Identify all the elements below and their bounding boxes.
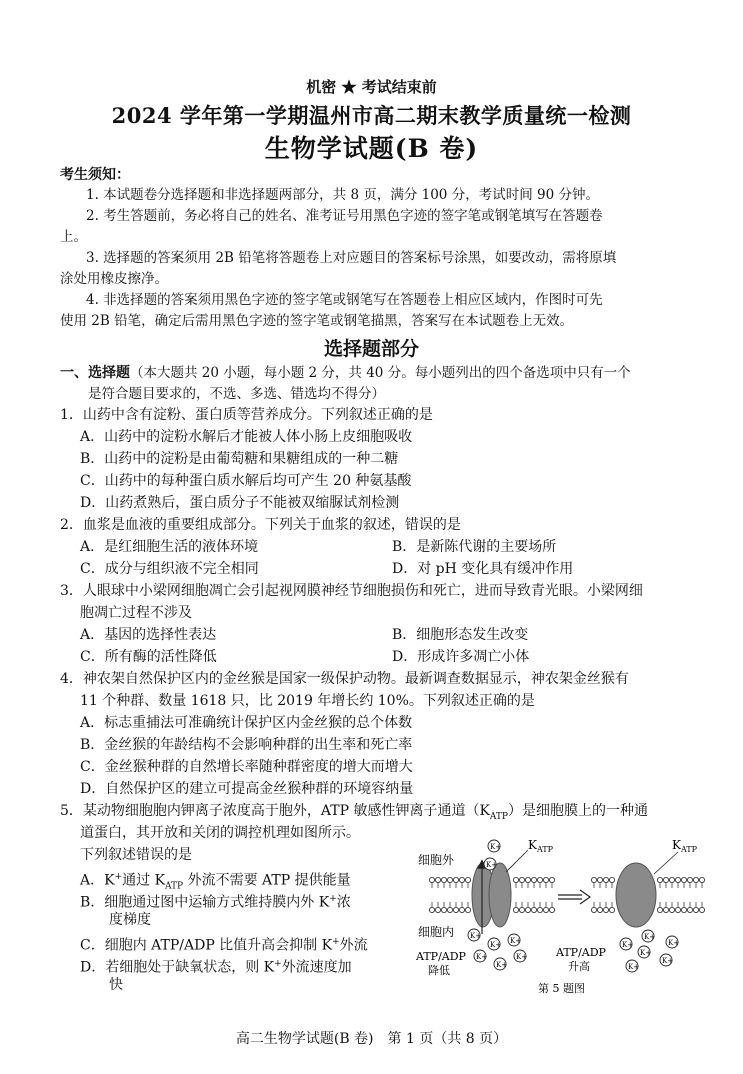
q3-option-a: A．基因的选择性表达 — [80, 627, 217, 643]
part-desc-1: （本大题共 20 小题，每小题 2 分，共 40 分。每小题列出的四个备选项中只有一个 — [130, 365, 631, 381]
k-ion-label: K+ — [470, 932, 482, 940]
q2-option-b: B．是新陈代谢的主要场所 — [392, 539, 557, 555]
q5-option-b — [80, 890, 351, 912]
lipid-head — [549, 877, 554, 882]
lipid-head — [429, 907, 434, 912]
katp-channel-closed — [616, 863, 656, 927]
q5-option-c — [80, 933, 368, 955]
k-ion-label: K+ — [668, 939, 680, 947]
q4-option-c: C．金丝猴种群的自然增长率随种群密度的增大而增大 — [80, 759, 413, 775]
section-title: 选择题部分 — [323, 338, 419, 360]
lipid-head — [681, 877, 686, 882]
notice-item-1: 1. 本试题卷分选择题和非选择题两部分，共 8 页，满分 100 分，考试时间 90 分钟。 — [86, 187, 599, 203]
lipid-head — [681, 907, 686, 912]
lipid-head — [465, 877, 470, 882]
lipid-head — [657, 907, 662, 912]
q5-c-sup: + — [332, 937, 340, 947]
q5-stem-1 — [60, 802, 648, 826]
k-ion-label: K+ — [490, 941, 502, 949]
k-ion-label: K+ — [476, 953, 488, 961]
q5-b-part: B．细胞通过图中运输方式维持膜内外 K — [80, 894, 330, 911]
lipid-head — [531, 877, 536, 882]
q5-option-d — [80, 955, 352, 977]
lipid-head — [609, 907, 614, 912]
q5-c-part: C．细胞内 ATP/ADP 比值升高会抑制 K — [80, 937, 333, 954]
q2-option-a: A．是红细胞生活的液体环境 — [80, 539, 259, 555]
label-inside: 细胞内 — [418, 925, 455, 939]
lipid-head — [549, 907, 554, 912]
lipid-head — [591, 877, 596, 882]
katp-channel-open — [472, 863, 511, 934]
lipid-head — [453, 877, 458, 882]
q5-a-part: 通过 K — [122, 872, 166, 889]
q5-a-part: 外流不需要 ATP 提供能量 — [183, 872, 351, 889]
lipid-head — [603, 877, 608, 882]
lipid-head — [543, 907, 548, 912]
q5-option-d-cont: 快 — [109, 977, 123, 993]
lipid-head — [687, 877, 692, 882]
lipid-head — [675, 907, 680, 912]
lipid-head — [537, 907, 542, 912]
q4-stem-2: 11 个种群、数量 1618 只，比 2019 年增长约 10%。下列叙述正确的是 — [80, 693, 535, 709]
lipid-head — [687, 907, 692, 912]
lipid-head — [441, 907, 446, 912]
k-ion-label: K+ — [486, 861, 498, 869]
notice-heading: 考生须知： — [60, 167, 130, 183]
q3-option-d: D．形成许多凋亡小体 — [392, 649, 530, 665]
q1-option-c: C．山药中的每种蛋白质水解后均可产生 20 种氨基酸 — [80, 473, 412, 489]
lipid-head — [675, 877, 680, 882]
transition-arrow-icon — [558, 890, 590, 904]
notice-item-2: 2. 考生答题前，务必将自己的姓名、准考证号用黑色字迹的签字笔或钢笔填写在答题卷 — [86, 208, 603, 224]
q2-option-c: C．成分与组织液不完全相同 — [80, 561, 259, 577]
lipid-head — [663, 877, 668, 882]
q4-stem-1: 4．神农架自然保护区内的金丝猴是国家一级保护动物。最新调查数据显示，神农架金丝猴有 — [60, 671, 629, 687]
part-desc-2: 是符合题目要求的，不选、多选、错选均不得分） — [88, 386, 385, 402]
lipid-head — [657, 877, 662, 882]
k-ion-label: K+ — [640, 949, 652, 957]
label-outside: 细胞外 — [418, 853, 455, 867]
left-caption-change: 降低 — [428, 964, 450, 977]
lipid-head — [699, 877, 704, 882]
part-label: 一、选择题 — [60, 365, 130, 381]
lipid-head — [525, 907, 530, 912]
lipid-head — [531, 907, 536, 912]
k-ion-label: K+ — [490, 843, 502, 851]
k-ion-label: K+ — [510, 937, 522, 945]
q5-a-part: A．K — [80, 872, 115, 889]
q5-stem-1-text: 5．某动物细胞胞内钾离子浓度高于胞外，ATP 敏感性钾离子通道（K — [60, 803, 490, 819]
notice-item-4: 4. 非选择题的答案须用黑色字迹的签字笔或钢笔写在答题卷上相应区域内，作图时可先 — [86, 292, 603, 308]
q5-b-sup: + — [329, 894, 337, 904]
q5-stem-1-end: ）是细胞膜上的一种通 — [508, 803, 648, 819]
q5-d-sup: + — [274, 959, 282, 969]
q5-stem-3: 下列叙述错误的是 — [80, 847, 192, 863]
exam-title: 2024 学年第一学期温州市高二期末教学质量统一检测 — [111, 103, 632, 128]
q3-stem-2: 胞凋亡过程不涉及 — [80, 605, 192, 621]
k-ion-label: K+ — [496, 961, 508, 969]
k-ion-label: K+ — [662, 957, 674, 965]
q4-option-a: A．标志重捕法可准确统计保护区内金丝猴的总个体数 — [80, 715, 413, 731]
k-ion-label: K+ — [516, 953, 528, 961]
q5-a-sub: ATP — [165, 881, 184, 892]
q5-figure — [410, 832, 710, 1002]
q1-stem: 1．山药中含有淀粉、蛋白质等营养成分。下列叙述正确的是 — [60, 407, 433, 423]
lipid-head — [609, 877, 614, 882]
notice-item-2-cont: 上。 — [60, 229, 87, 245]
q3-option-b: B．细胞形态发生改变 — [392, 627, 529, 643]
q1-option-a: A．山药中的淀粉水解后才能被人体小肠上皮细胞吸收 — [80, 429, 413, 445]
label-katp-left — [528, 838, 554, 854]
lipid-head — [519, 907, 524, 912]
q2-option-d: D．对 pH 变化具有缓冲作用 — [392, 561, 574, 577]
lipid-head — [441, 877, 446, 882]
lipid-head — [453, 907, 458, 912]
notice-item-4-cont: 使用 2B 铅笔，确定后需用黑色字迹的签字笔或钢笔描黑，答案写在本试题卷上无效。 — [60, 313, 574, 329]
q3-stem-1: 3．人眼球中小梁网细胞凋亡会引起视网膜神经节细胞损伤和死亡，进而导致青光眼。小梁网细 — [60, 583, 643, 599]
lipid-head — [693, 907, 698, 912]
confidential-label: 机密 ★ 考试结束前 — [306, 78, 437, 96]
lipid-head — [597, 877, 602, 882]
q5-option-b-cont: 度梯度 — [109, 912, 151, 928]
katp-right-sub: ATP — [680, 845, 698, 854]
lipid-head — [513, 877, 518, 882]
lipid-head — [699, 907, 704, 912]
q5-d-part: 外流速度加 — [281, 959, 352, 976]
lipid-head — [447, 907, 452, 912]
lipid-head — [669, 877, 674, 882]
lipid-head — [591, 907, 596, 912]
lipid-head — [537, 877, 542, 882]
lipid-head — [465, 907, 470, 912]
q3-option-c: C．所有酶的活性降低 — [80, 649, 217, 665]
q5-d-part: D．若细胞处于缺氧状态，则 K — [80, 959, 275, 976]
notice-item-3-cont: 涂处用橡皮擦净。 — [60, 271, 168, 287]
lipid-head — [459, 877, 464, 882]
lipid-head — [603, 907, 608, 912]
k-ion-label: K+ — [622, 941, 634, 949]
lipid-head — [543, 877, 548, 882]
q1-option-b: B．山药中的淀粉是由葡萄糖和果糖组成的一种二糖 — [80, 451, 399, 467]
q5-b-part: 浓 — [336, 894, 351, 911]
lipid-head — [429, 877, 434, 882]
q2-stem: 2．血浆是血液的重要组成部分。下列关于血浆的叙述，错误的是 — [60, 517, 461, 533]
lipid-head — [519, 877, 524, 882]
katp-right-k: K — [672, 838, 681, 852]
q5-a-sup: + — [114, 872, 123, 882]
lipid-head — [435, 907, 440, 912]
katp-left-k: K — [528, 838, 537, 852]
katp-left-sub: ATP — [536, 845, 554, 854]
label-katp-right — [672, 838, 698, 854]
right-caption-change: 升高 — [568, 960, 590, 973]
lipid-head — [669, 907, 674, 912]
lipid-head — [513, 907, 518, 912]
q5-c-part: 外流 — [339, 937, 368, 954]
lipid-head — [459, 907, 464, 912]
lipid-head — [663, 907, 668, 912]
figure-caption: 第 5 题图 — [538, 982, 585, 995]
lipid-head — [447, 877, 452, 882]
q4-option-d: D．自然保护区的建立可提高金丝猴种群的环境容纳量 — [80, 781, 414, 797]
q4-option-b: B．金丝猴的年龄结构不会影响种群的出生率和死亡率 — [80, 737, 413, 753]
lipid-head — [597, 907, 602, 912]
q5-stem-2: 道蛋白，其开放和关闭的调控机理如图所示。 — [80, 825, 360, 841]
right-caption-ratio: ATP/ADP — [556, 946, 606, 959]
k-ion-label: K+ — [628, 963, 640, 971]
part-heading — [60, 364, 631, 382]
notice-item-3: 3. 选择题的答案须用 2B 铅笔将答题卷上对应题目的答案标号涂黑，如要改动，需将原填 — [86, 250, 617, 266]
lipid-head — [693, 877, 698, 882]
q1-option-d: D．山药煮熟后，蛋白质分子不能被双缩脲试剂检测 — [80, 495, 400, 511]
lipid-head — [525, 877, 530, 882]
page-footer: 高二生物学试题(B 卷) 第 1 页（共 8 页） — [235, 1031, 508, 1047]
k-ion-label: K+ — [644, 933, 656, 941]
exam-subtitle: 生物学试题(B 卷) — [264, 134, 479, 163]
q5-katp-sub: ATP — [489, 811, 508, 822]
lipid-head — [435, 877, 440, 882]
left-caption-ratio: ATP/ADP — [416, 950, 466, 963]
